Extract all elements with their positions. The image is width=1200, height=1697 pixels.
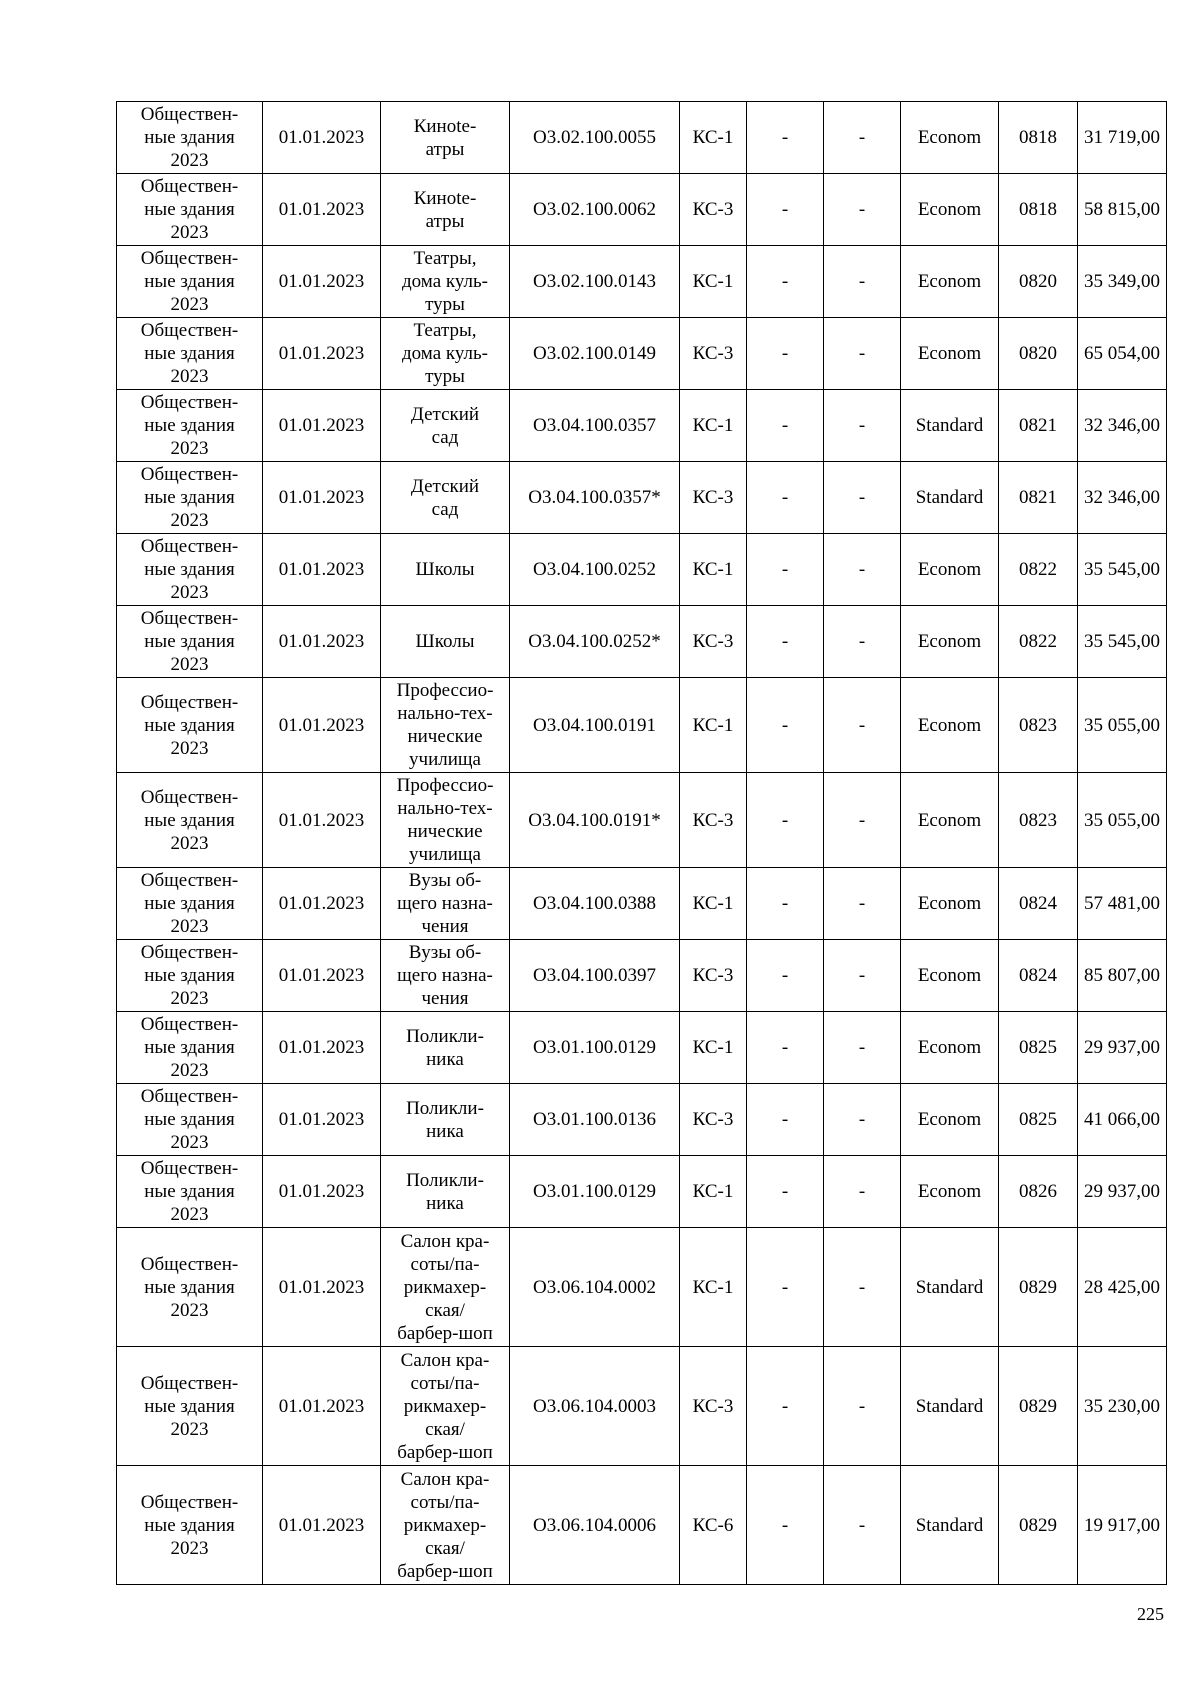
cell-price: 19 917,00 — [1078, 1466, 1167, 1585]
cell-code: О3.01.100.0129 — [510, 1012, 680, 1084]
cell-class: КС-1 — [680, 868, 747, 940]
cell-price: 35 349,00 — [1078, 246, 1167, 318]
cell-code: О3.02.100.0143 — [510, 246, 680, 318]
table-row — [117, 678, 1167, 773]
cell-level: Econom — [901, 318, 999, 390]
cell-price: 32 346,00 — [1078, 390, 1167, 462]
cell-level: Econom — [901, 102, 999, 174]
cell-category: Обществен- ные здания 2023 — [117, 1084, 263, 1156]
cell-code: О3.04.100.0252* — [510, 606, 680, 678]
cell-date: 01.01.2023 — [263, 102, 381, 174]
cell-price: 32 346,00 — [1078, 462, 1167, 534]
cell-class: КС-3 — [680, 940, 747, 1012]
cell-dash-1: - — [747, 390, 824, 462]
cell-level: Standard — [901, 1347, 999, 1466]
cell-dash-1: - — [747, 462, 824, 534]
cell-object-type: Поликли- ника — [381, 1012, 510, 1084]
cell-category: Обществен- ные здания 2023 — [117, 1466, 263, 1585]
cell-level: Standard — [901, 1466, 999, 1585]
cell-class: КС-1 — [680, 1156, 747, 1228]
table-row — [117, 1466, 1167, 1585]
table-row — [117, 102, 1167, 174]
cell-object-type: Детский сад — [381, 462, 510, 534]
table-body — [117, 102, 1167, 1585]
cell-dash-2: - — [824, 534, 901, 606]
cell-class: КС-3 — [680, 174, 747, 246]
table-row — [117, 606, 1167, 678]
cell-number: 0820 — [999, 246, 1078, 318]
cell-category: Обществен- ные здания 2023 — [117, 174, 263, 246]
cell-dash-1: - — [747, 1466, 824, 1585]
cell-class: КС-1 — [680, 1228, 747, 1347]
cell-dash-1: - — [747, 1156, 824, 1228]
table-row — [117, 318, 1167, 390]
cell-price: 31 719,00 — [1078, 102, 1167, 174]
cell-category: Обществен- ные здания 2023 — [117, 1156, 263, 1228]
cell-category: Обществен- ные здания 2023 — [117, 1228, 263, 1347]
table-row — [117, 1347, 1167, 1466]
table-row — [117, 462, 1167, 534]
cell-code: О3.02.100.0149 — [510, 318, 680, 390]
cell-category: Обществен- ные здания 2023 — [117, 246, 263, 318]
cell-date: 01.01.2023 — [263, 1156, 381, 1228]
cell-class: КС-1 — [680, 534, 747, 606]
cell-level: Econom — [901, 1084, 999, 1156]
table-row — [117, 534, 1167, 606]
cell-dash-2: - — [824, 606, 901, 678]
cell-code: О3.01.100.0129 — [510, 1156, 680, 1228]
cell-class: КС-1 — [680, 678, 747, 773]
cell-code: О3.02.100.0055 — [510, 102, 680, 174]
cell-price: 57 481,00 — [1078, 868, 1167, 940]
cell-code: О3.04.100.0252 — [510, 534, 680, 606]
cell-number: 0829 — [999, 1347, 1078, 1466]
cell-level: Econom — [901, 773, 999, 868]
cell-date: 01.01.2023 — [263, 462, 381, 534]
cell-dash-2: - — [824, 390, 901, 462]
cell-number: 0823 — [999, 678, 1078, 773]
cell-object-type: Поликли- ника — [381, 1156, 510, 1228]
cell-date: 01.01.2023 — [263, 1012, 381, 1084]
cell-object-type: Школы — [381, 606, 510, 678]
cell-category: Обществен- ные здания 2023 — [117, 773, 263, 868]
cell-code: О3.02.100.0062 — [510, 174, 680, 246]
cell-number: 0824 — [999, 868, 1078, 940]
cell-price: 28 425,00 — [1078, 1228, 1167, 1347]
cell-category: Обществен- ные здания 2023 — [117, 390, 263, 462]
table-row — [117, 174, 1167, 246]
cell-price: 65 054,00 — [1078, 318, 1167, 390]
cell-class: КС-3 — [680, 462, 747, 534]
cell-dash-1: - — [747, 1084, 824, 1156]
cell-dash-2: - — [824, 1084, 901, 1156]
cell-code: О3.04.100.0357* — [510, 462, 680, 534]
cell-dash-1: - — [747, 868, 824, 940]
cell-category: Обществен- ные здания 2023 — [117, 102, 263, 174]
cell-number: 0822 — [999, 606, 1078, 678]
cell-dash-2: - — [824, 318, 901, 390]
cell-date: 01.01.2023 — [263, 773, 381, 868]
cell-code: О3.06.104.0006 — [510, 1466, 680, 1585]
cell-object-type: Салон кра- соты/па- рикмахер- ская/ барбер-шоп — [381, 1347, 510, 1466]
cell-object-type: Вузы об- щего назна- чения — [381, 940, 510, 1012]
cell-category: Обществен- ные здания 2023 — [117, 940, 263, 1012]
cell-object-type: Поликли- ника — [381, 1084, 510, 1156]
cell-object-type: Профессио- нально-тех- нические училища — [381, 678, 510, 773]
cell-dash-2: - — [824, 1156, 901, 1228]
cell-dash-2: - — [824, 868, 901, 940]
cell-dash-2: - — [824, 940, 901, 1012]
cell-date: 01.01.2023 — [263, 940, 381, 1012]
cell-object-type: Профессио- нально-тех- нические училища — [381, 773, 510, 868]
table-row — [117, 940, 1167, 1012]
cell-dash-1: - — [747, 1228, 824, 1347]
cell-dash-2: - — [824, 1466, 901, 1585]
cell-object-type: Детский сад — [381, 390, 510, 462]
cell-price: 35 545,00 — [1078, 534, 1167, 606]
cell-price: 58 815,00 — [1078, 174, 1167, 246]
cell-level: Standard — [901, 390, 999, 462]
cell-code: О3.01.100.0136 — [510, 1084, 680, 1156]
cell-object-type: Салон кра- соты/па- рикмахер- ская/ барбер-шоп — [381, 1228, 510, 1347]
cell-code: О3.04.100.0397 — [510, 940, 680, 1012]
cell-dash-2: - — [824, 1012, 901, 1084]
cell-dash-2: - — [824, 174, 901, 246]
cell-dash-1: - — [747, 318, 824, 390]
cell-number: 0829 — [999, 1466, 1078, 1585]
cell-price: 29 937,00 — [1078, 1012, 1167, 1084]
cell-category: Обществен- ные здания 2023 — [117, 678, 263, 773]
cell-date: 01.01.2023 — [263, 318, 381, 390]
cell-number: 0825 — [999, 1084, 1078, 1156]
cell-level: Econom — [901, 1012, 999, 1084]
cell-category: Обществен- ные здания 2023 — [117, 1347, 263, 1466]
cell-dash-2: - — [824, 462, 901, 534]
cell-number: 0829 — [999, 1228, 1078, 1347]
cell-dash-2: - — [824, 102, 901, 174]
table-row — [117, 390, 1167, 462]
cell-code: О3.04.100.0191 — [510, 678, 680, 773]
cell-dash-1: - — [747, 678, 824, 773]
cell-dash-2: - — [824, 1228, 901, 1347]
cell-class: КС-3 — [680, 1084, 747, 1156]
page-number: 225 — [1137, 1604, 1164, 1624]
cell-level: Econom — [901, 1156, 999, 1228]
cell-dash-1: - — [747, 1347, 824, 1466]
cell-number: 0823 — [999, 773, 1078, 868]
cell-price: 85 807,00 — [1078, 940, 1167, 1012]
cell-dash-1: - — [747, 534, 824, 606]
cell-price: 29 937,00 — [1078, 1156, 1167, 1228]
table-row — [117, 868, 1167, 940]
cell-number: 0822 — [999, 534, 1078, 606]
cell-object-type: Кинote- атры — [381, 102, 510, 174]
cell-category: Обществен- ные здания 2023 — [117, 868, 263, 940]
cell-date: 01.01.2023 — [263, 1084, 381, 1156]
cell-date: 01.01.2023 — [263, 390, 381, 462]
cell-level: Econom — [901, 246, 999, 318]
cell-dash-2: - — [824, 678, 901, 773]
cell-date: 01.01.2023 — [263, 868, 381, 940]
cell-date: 01.01.2023 — [263, 1228, 381, 1347]
cell-date: 01.01.2023 — [263, 534, 381, 606]
cell-date: 01.01.2023 — [263, 606, 381, 678]
cell-number: 0820 — [999, 318, 1078, 390]
cell-object-type: Салон кра- соты/па- рикмахер- ская/ барбер-шоп — [381, 1466, 510, 1585]
cell-class: КС-1 — [680, 246, 747, 318]
cell-level: Econom — [901, 606, 999, 678]
cell-code: О3.04.100.0191* — [510, 773, 680, 868]
cell-number: 0821 — [999, 390, 1078, 462]
cell-level: Standard — [901, 1228, 999, 1347]
cell-object-type: Школы — [381, 534, 510, 606]
cell-dash-1: - — [747, 1012, 824, 1084]
cell-number: 0818 — [999, 102, 1078, 174]
cell-class: КС-3 — [680, 1347, 747, 1466]
cell-level: Econom — [901, 534, 999, 606]
cell-dash-1: - — [747, 246, 824, 318]
cell-class: КС-3 — [680, 318, 747, 390]
cell-class: КС-1 — [680, 1012, 747, 1084]
cell-dash-1: - — [747, 102, 824, 174]
cell-category: Обществен- ные здания 2023 — [117, 318, 263, 390]
table-row — [117, 1084, 1167, 1156]
cell-dash-1: - — [747, 606, 824, 678]
cell-level: Standard — [901, 462, 999, 534]
cell-number: 0821 — [999, 462, 1078, 534]
price-table — [116, 101, 1167, 1585]
cell-level: Econom — [901, 868, 999, 940]
cell-date: 01.01.2023 — [263, 678, 381, 773]
cell-code: О3.04.100.0388 — [510, 868, 680, 940]
cell-price: 35 545,00 — [1078, 606, 1167, 678]
cell-object-type: Театры, дома куль- туры — [381, 318, 510, 390]
cell-dash-2: - — [824, 1347, 901, 1466]
cell-price: 35 230,00 — [1078, 1347, 1167, 1466]
cell-category: Обществен- ные здания 2023 — [117, 462, 263, 534]
cell-dash-1: - — [747, 174, 824, 246]
cell-category: Обществен- ные здания 2023 — [117, 534, 263, 606]
cell-price: 41 066,00 — [1078, 1084, 1167, 1156]
table-row — [117, 1228, 1167, 1347]
cell-date: 01.01.2023 — [263, 1466, 381, 1585]
table-row — [117, 246, 1167, 318]
cell-date: 01.01.2023 — [263, 1347, 381, 1466]
cell-level: Econom — [901, 174, 999, 246]
cell-level: Econom — [901, 940, 999, 1012]
cell-class: КС-3 — [680, 773, 747, 868]
cell-object-type: Театры, дома куль- туры — [381, 246, 510, 318]
cell-date: 01.01.2023 — [263, 246, 381, 318]
table-row — [117, 773, 1167, 868]
cell-class: КС-1 — [680, 102, 747, 174]
cell-dash-1: - — [747, 773, 824, 868]
table-row — [117, 1156, 1167, 1228]
cell-class: КС-3 — [680, 606, 747, 678]
cell-dash-1: - — [747, 940, 824, 1012]
cell-price: 35 055,00 — [1078, 773, 1167, 868]
cell-number: 0826 — [999, 1156, 1078, 1228]
cell-code: О3.06.104.0003 — [510, 1347, 680, 1466]
cell-dash-2: - — [824, 773, 901, 868]
cell-number: 0818 — [999, 174, 1078, 246]
cell-class: КС-1 — [680, 390, 747, 462]
cell-number: 0825 — [999, 1012, 1078, 1084]
cell-price: 35 055,00 — [1078, 678, 1167, 773]
cell-date: 01.01.2023 — [263, 174, 381, 246]
cell-class: КС-6 — [680, 1466, 747, 1585]
cell-category: Обществен- ные здания 2023 — [117, 606, 263, 678]
cell-object-type: Вузы об- щего назна- чения — [381, 868, 510, 940]
cell-code: О3.04.100.0357 — [510, 390, 680, 462]
cell-level: Econom — [901, 678, 999, 773]
cell-code: О3.06.104.0002 — [510, 1228, 680, 1347]
cell-dash-2: - — [824, 246, 901, 318]
cell-number: 0824 — [999, 940, 1078, 1012]
table-row — [117, 1012, 1167, 1084]
cell-category: Обществен- ные здания 2023 — [117, 1012, 263, 1084]
cell-object-type: Кинote- атры — [381, 174, 510, 246]
